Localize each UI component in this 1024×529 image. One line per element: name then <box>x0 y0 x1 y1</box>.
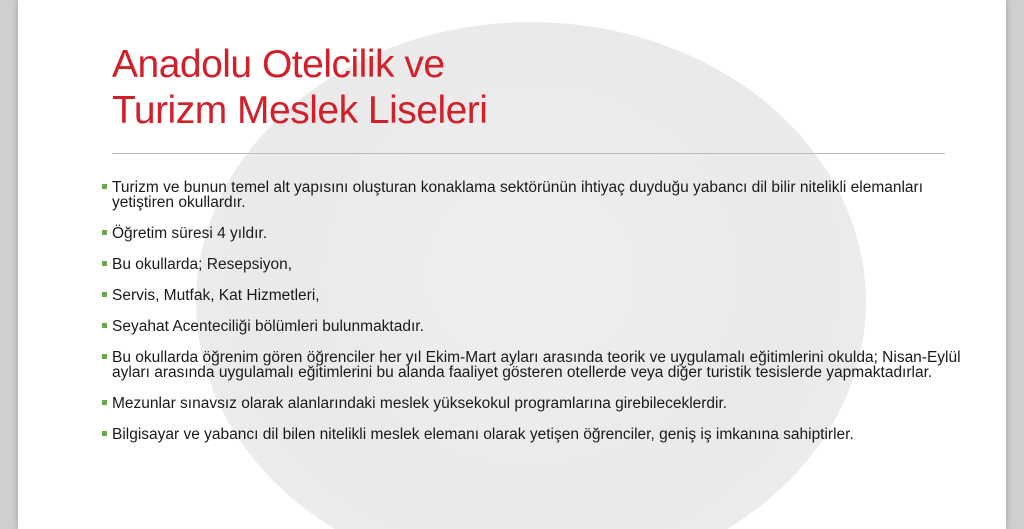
bullet-item <box>102 396 962 411</box>
bullet-item <box>102 288 962 303</box>
bullet-text: Turizm ve bunun temel alt yapısını oluşturan konaklama sektörünün ihtiyaç duyduğu yabancı dil bilir nitelikli elemanları yetiştiren okullardır. <box>112 179 924 211</box>
bullet-item <box>102 226 962 241</box>
bullet-item <box>102 257 962 272</box>
bullet-square-icon <box>102 323 107 328</box>
bullet-text: Bu okullarda; Resepsiyon, <box>112 256 293 273</box>
bullet-square-icon <box>102 431 107 436</box>
title-divider <box>112 153 945 154</box>
bullet-list <box>102 180 962 458</box>
bullet-text: Bu okullarda öğrenim gören öğrenciler her yıl Ekim-Mart ayları arasında teorik ve uygulamalı eğitimlerini okulda; Nisan-Eylül ayları arasında uygulamalı eğitimlerini bu alanda faaliyet gösteren otellerde veya diğer turistik tesislerde yapmaktadırlar. <box>112 349 961 381</box>
bullet-square-icon <box>102 184 107 189</box>
slide <box>18 0 1006 529</box>
bullet-text: Öğretim süresi 4 yıldır. <box>112 225 268 242</box>
bullet-item <box>102 427 962 442</box>
bullet-item <box>102 180 962 210</box>
bullet-item <box>102 350 962 380</box>
bullet-square-icon <box>102 354 107 359</box>
slide-title <box>112 42 487 134</box>
bullet-text: Mezunlar sınavsız olarak alanlarındaki meslek yüksekokul programlarına girebileceklerdir. <box>112 395 728 412</box>
bullet-square-icon <box>102 261 107 266</box>
bullet-item <box>102 319 962 334</box>
bullet-square-icon <box>102 400 107 405</box>
bullet-text: Servis, Mutfak, Kat Hizmetleri, <box>112 287 320 304</box>
slide-title-line: Turizm Meslek Liseleri <box>112 89 488 132</box>
bullet-square-icon <box>102 230 107 235</box>
bullet-text: Bilgisayar ve yabancı dil bilen nitelikli meslek elemanı olarak yetişen öğrenciler, geniş iş imkanına sahiptirler. <box>112 426 854 443</box>
slide-title-line: Anadolu Otelcilik ve <box>112 43 445 86</box>
bullet-square-icon <box>102 292 107 297</box>
bullet-text: Seyahat Acenteciliği bölümleri bulunmaktadır. <box>112 318 424 335</box>
